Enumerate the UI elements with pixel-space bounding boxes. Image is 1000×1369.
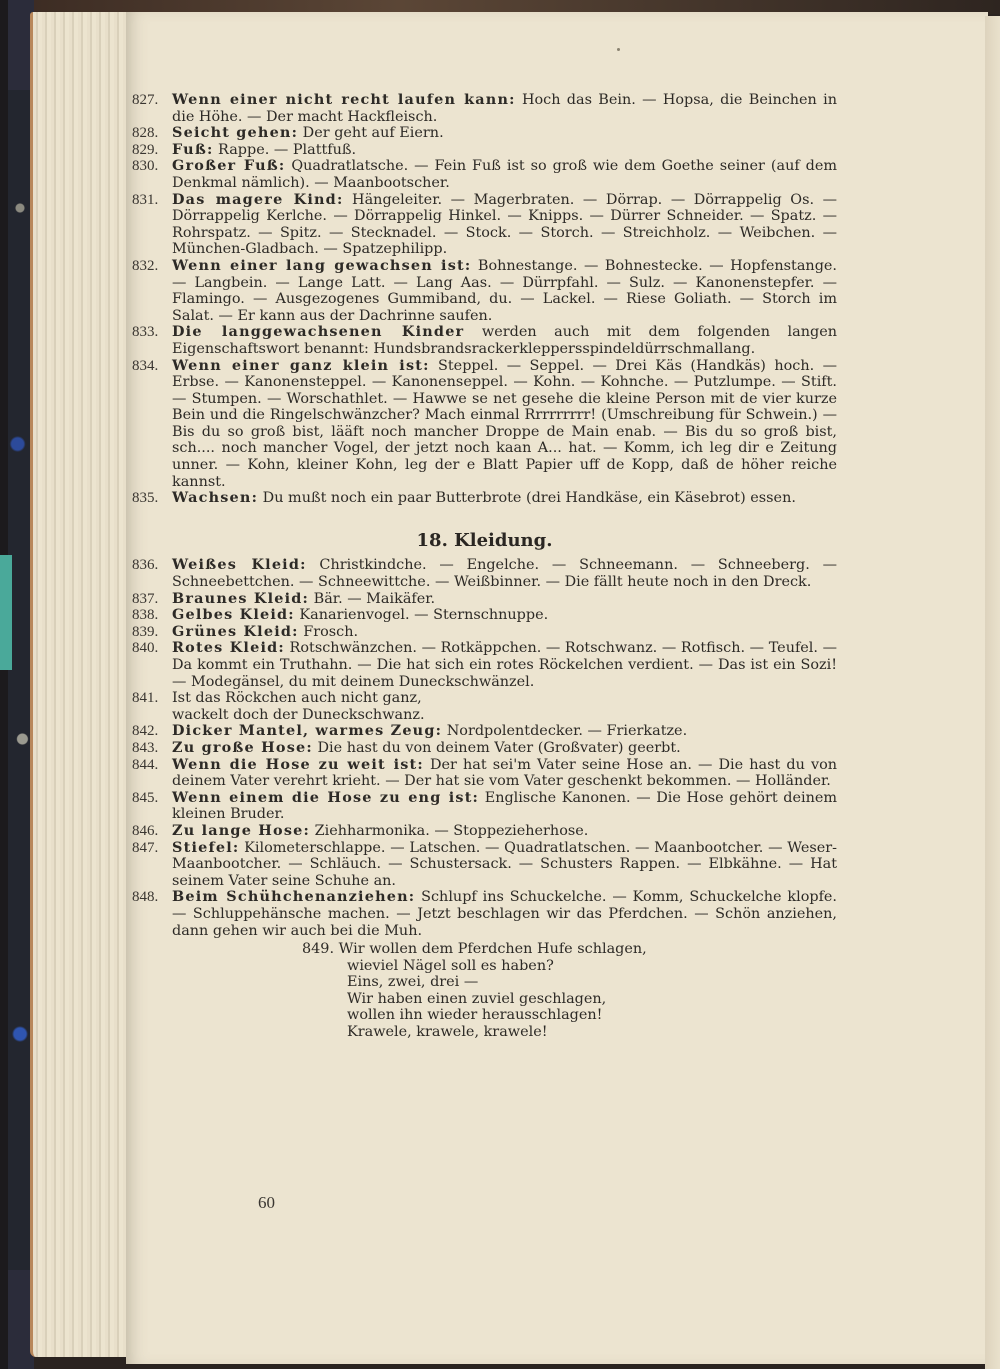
entry-body: Kilometerschlappe. — Latschen. — Quadratlatschen. — Maanbootcher. — Weser-Maanbootcher. — Schläuch. — Schustersack. — Schusters Rappen. — Elbkähne. — Hat seinem Vater seine Schuhe an. xyxy=(172,839,837,889)
entry-text xyxy=(172,607,837,624)
entry-keyword: Wenn die Hose zu weit ist: xyxy=(172,755,424,773)
entry-number: 849. xyxy=(302,941,335,958)
entry-text xyxy=(172,158,837,191)
entry-number: 845. xyxy=(132,789,159,806)
entry-842 xyxy=(132,723,837,740)
entry-body-line2: wackelt doch der Duneckschwanz. xyxy=(172,706,425,723)
entry-text xyxy=(172,125,837,142)
entry-keyword: Wachsen: xyxy=(172,489,259,507)
entry-text xyxy=(172,640,837,690)
entry-text xyxy=(172,889,837,939)
entry-body: Schlupf ins Schuckelche. — Komm, Schuckelche klopfe. — Schluppehänsche machen. — Jetzt beschlagen wir das Pferdchen. — Schön anziehen, dann gehen wir auch bei die Muh. xyxy=(172,889,838,939)
entry-body: Nordpolentdecker. — Frierkatze. xyxy=(442,723,688,740)
entry-text xyxy=(172,358,837,491)
entry-number: 847. xyxy=(132,839,159,856)
entry-keyword: Weißes Kleid: xyxy=(172,556,307,574)
entry-body: Bär. — Maikäfer. xyxy=(309,590,436,607)
entry-keyword: Gelbes Kleid: xyxy=(172,606,295,624)
entry-number: 843. xyxy=(132,739,159,756)
entry-833 xyxy=(132,324,837,357)
entry-body: Ist das Röckchen auch nicht ganz, xyxy=(172,690,422,707)
entry-number: 846. xyxy=(132,822,159,839)
entry-number: 833. xyxy=(132,324,159,341)
entry-number: 837. xyxy=(132,590,159,607)
entry-834 xyxy=(132,358,837,491)
entry-text xyxy=(172,740,837,757)
entry-body: werden auch mit dem folgenden langen Eigenschaftswort benannt: Hundsbrandsrackerkleppersspindeldürrschmallang. xyxy=(172,324,837,357)
entry-text xyxy=(172,324,837,357)
entry-text xyxy=(172,823,837,840)
poem xyxy=(302,941,647,1041)
entry-number: 830. xyxy=(132,158,159,175)
entry-text xyxy=(172,192,837,258)
page-content xyxy=(132,92,837,1041)
entry-number: 832. xyxy=(132,257,159,274)
page-number: 60 xyxy=(258,1193,275,1212)
entry-body: Kanarienvogel. — Sternschnuppe. xyxy=(294,607,549,624)
poem-line: wieviel Nägel soll es haben? xyxy=(347,957,554,974)
entry-keyword: Die langgewachsenen Kinder xyxy=(172,323,465,341)
entry-number: 829. xyxy=(132,141,159,158)
paper-speck xyxy=(617,48,620,51)
entry-keyword: Beim Schühchenanziehen: xyxy=(172,888,416,906)
entry-keyword: Wenn einer lang gewachsen ist: xyxy=(172,256,472,274)
entry-keyword: Seicht gehen: xyxy=(172,124,299,142)
entry-836 xyxy=(132,557,837,590)
entry-number: 840. xyxy=(132,640,159,657)
entry-text xyxy=(172,757,837,790)
entry-keyword: Wenn einem die Hose zu eng ist: xyxy=(172,788,480,806)
entry-keyword: Fuß: xyxy=(172,140,214,158)
entry-body: Der geht auf Eiern. xyxy=(298,125,444,142)
entry-body: Hängeleiter. — Magerbraten. — Dörrap. — Dörrappelig Os. — Dörrappelig Kerlche. — Dörrappelig Hinkel. — Knipps. — Dürrer Schneider. — Spatz. — Rohrspatz. — Spitz. — Stecknadel. — Stock. — Storch. — Streichholz. — Weibchen. — München-Gladbach. — Spatzephilipp. xyxy=(172,191,837,258)
entries-group-before xyxy=(132,92,837,507)
entry-text xyxy=(172,92,837,125)
entry-848 xyxy=(132,889,837,939)
entry-keyword: Das magere Kind: xyxy=(172,190,344,208)
entry-839 xyxy=(132,624,837,641)
entry-number: 836. xyxy=(132,557,159,574)
entry-number: 842. xyxy=(132,723,159,740)
entry-body: Der hat sei'm Vater seine Hose an. — Die hast du von deinem Vater verehrt krieht. — Der hat sie vom Vater geschenkt bekommen. — Holländer. xyxy=(172,756,838,790)
entry-body: Quadratlatsche. — Fein Fuß ist so groß wie dem Goethe seiner (auf dem Denkmal nämlich). — Maanbootscher. xyxy=(172,158,837,191)
entry-835 xyxy=(132,490,837,507)
entry-body: Frosch. xyxy=(298,623,359,640)
entry-832 xyxy=(132,258,837,324)
entry-body: Ziehharmonika. — Stoppezieherhose. xyxy=(310,822,589,839)
entries-group-after xyxy=(132,557,837,939)
entry-number: 828. xyxy=(132,125,159,142)
entry-831 xyxy=(132,192,837,258)
entry-text xyxy=(172,142,837,159)
entry-847 xyxy=(132,840,837,890)
entry-keyword: Zu lange Hose: xyxy=(172,821,311,839)
entry-number: 827. xyxy=(132,92,159,108)
entry-number: 844. xyxy=(132,756,159,773)
entry-body: Die hast du von deinem Vater (Großvater) geerbt. xyxy=(312,739,681,756)
entry-827 xyxy=(132,92,837,125)
entry-841 xyxy=(132,690,837,723)
entry-keyword: Grünes Kleid: xyxy=(172,622,299,640)
entry-body: Rotschwänzchen. — Rotkäppchen. — Rotschwanz. — Rotfisch. — Teufel. — Da kommt ein Truthahn. — Die hat sich ein rotes Röckelchen verdient. — Das ist ein Sozi! — Modegänsel, du mit deinem Duneckschwänzel. xyxy=(172,640,838,690)
next-page-edge xyxy=(985,16,1000,1369)
entry-text xyxy=(172,591,837,608)
entry-text xyxy=(172,690,837,723)
poem-entry xyxy=(132,939,837,1041)
poem-line-text: Wir wollen dem Pferdchen Hufe schlagen, xyxy=(338,941,647,958)
book-cover-spine xyxy=(0,0,34,1369)
entry-number: 841. xyxy=(132,690,159,707)
bookmark-tab xyxy=(0,555,12,670)
entry-keyword: Rotes Kleid: xyxy=(172,639,285,657)
entry-number: 839. xyxy=(132,623,159,640)
entry-keyword: Dicker Mantel, warmes Zeug: xyxy=(172,722,443,740)
entry-text xyxy=(172,490,837,507)
entry-845 xyxy=(132,790,837,823)
poem-line: Krawele, krawele, krawele! xyxy=(347,1024,548,1041)
entry-text xyxy=(172,258,837,324)
poem-line: Eins, zwei, drei — xyxy=(347,974,479,991)
entry-text xyxy=(172,723,837,740)
entry-828 xyxy=(132,125,837,142)
entry-843 xyxy=(132,740,837,757)
entry-keyword: Braunes Kleid: xyxy=(172,589,310,607)
entry-840 xyxy=(132,640,837,690)
entry-body: Bohnestange. — Bohnestecke. — Hopfenstange. — Langbein. — Lange Latt. — Lang Aas. — Dürrpfahl. — Sulz. — Kanonenstepfer. — Flamingo. — Ausgezogenes Gummiband, du. — Lackel. — Riese Goliath. — Storch im Salat. — Er kann aus der Dachrinne saufen. xyxy=(172,257,837,324)
entry-keyword: Großer Fuß: xyxy=(172,157,286,175)
entry-829 xyxy=(132,142,837,159)
entry-body: Englische Kanonen. — Die Hose gehört deinem kleinen Bruder. xyxy=(172,789,837,823)
marbled-endpaper xyxy=(8,90,32,1270)
poem-line: Wir haben einen zuviel geschlagen, xyxy=(347,990,607,1007)
entry-number: 838. xyxy=(132,607,159,624)
entry-body: Rappe. — Plattfuß. xyxy=(213,141,357,158)
entry-number: 831. xyxy=(132,191,159,208)
entry-body: Hoch das Bein. — Hopsa, die Beinchen in die Höhe. — Der macht Hackfleisch. xyxy=(172,92,838,125)
entry-text xyxy=(172,624,837,641)
poem-line: wollen ihn wieder herausschlagen! xyxy=(347,1007,603,1024)
entry-844 xyxy=(132,757,837,790)
entry-number: 835. xyxy=(132,490,159,507)
entry-text xyxy=(172,790,837,823)
poem-line xyxy=(302,941,647,958)
entry-keyword: Wenn einer nicht recht laufen kann: xyxy=(172,91,516,108)
entry-number: 834. xyxy=(132,357,159,374)
entry-846 xyxy=(132,823,837,840)
entry-text xyxy=(172,840,837,890)
entry-838 xyxy=(132,607,837,624)
entry-keyword: Wenn einer ganz klein ist: xyxy=(172,356,430,374)
entry-837 xyxy=(132,591,837,608)
entry-keyword: Zu große Hose: xyxy=(172,738,313,756)
page-stack-edges xyxy=(30,12,133,1357)
entry-text xyxy=(172,557,837,590)
entry-830 xyxy=(132,158,837,191)
entry-body: Christkindche. — Engelche. — Schneemann. — Schneeberg. — Schneebettchen. — Schneewittche. — Weißbinner. — Die fällt heute noch in den Dreck. xyxy=(172,557,837,591)
entry-number: 848. xyxy=(132,889,159,906)
entry-body: Du mußt noch ein paar Butterbrote (drei Handkäse, ein Käsebrot) essen. xyxy=(258,490,796,507)
entry-keyword: Stiefel: xyxy=(172,838,240,856)
entry-body: Steppel. — Seppel. — Drei Käs (Handkäs) hoch. — Erbse. — Kanonensteppel. — Kanonenseppel. — Kohn. — Kohnche. — Putzlumpe. — Stift. — Stumpen. — Worschathlet. — Hawwe se net gesehe die kleine Person mit de vier kurze Bein und die Ringelschwänzcher? Mach einmal Rrrrrrrrr! (Umschreibung für Schwein.) — Bis du so groß bist, lääft noch mancher Droppe de Main enab. — Bis du so groß bist, sch.... noch mancher Vogel, der jetzt noch kaan A... hat. — Komm, ich leg dir e Zeitung unner. — Kohn, kleiner Kohn, leg der e Blatt Papier uff de Kopp, daß de höher reiche kannst. xyxy=(172,357,837,490)
section-heading: 18. Kleidung. xyxy=(416,529,553,551)
